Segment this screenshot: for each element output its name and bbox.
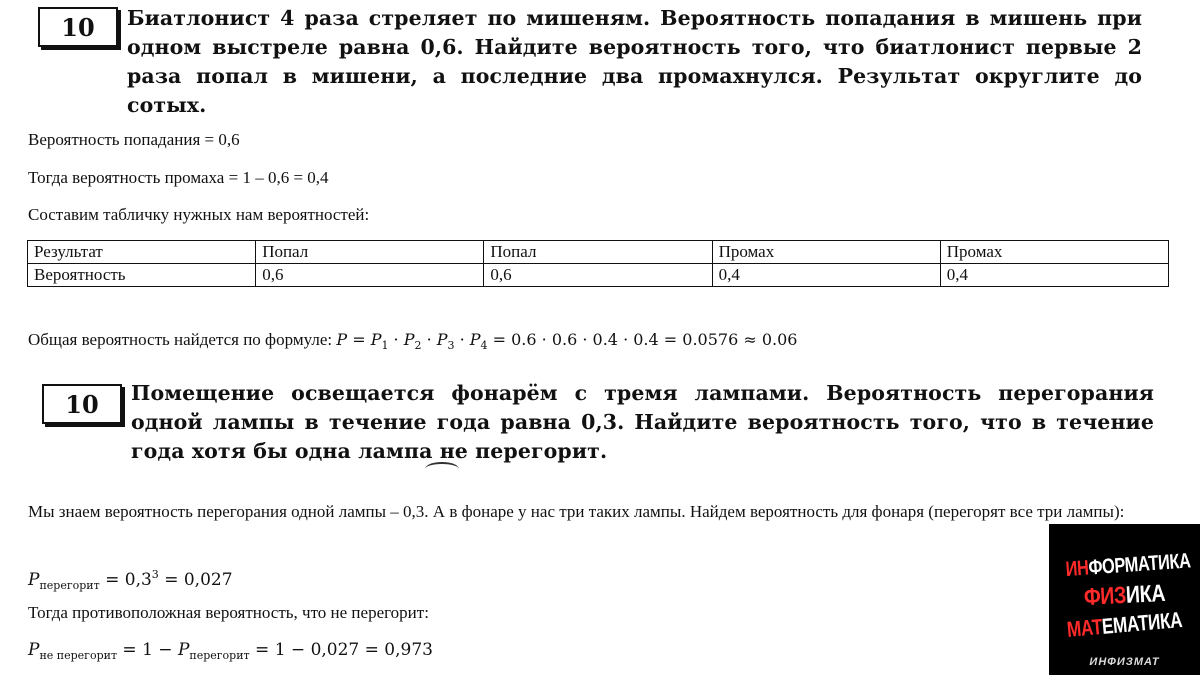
table-cell: Вероятность [28,264,256,287]
task1-text: Биатлонист 4 раза стреляет по мишеням. Вероятность попадания в мишень при одном выстреле равна 0,6. Найдите вероятность того, что биатлонист первые 2 раза попал в мишени, а последние два промахнулся. Результат округлите до сотых. [127,6,1142,117]
total-probability-formula [28,330,797,356]
infizmat-logo [1049,524,1200,675]
burnout-formula: $P_{перегорит} = 0,3^3 = 0,027$ [28,568,233,592]
hit-probability-line: Вероятность попадания = 0,6 [28,130,240,149]
table-row [28,241,1169,264]
task-number-badge: 10 [42,384,122,424]
probability-table [27,240,1169,287]
table-cell: 0,6 [484,264,712,287]
pencil-mark [425,462,459,476]
table-cell: 0,4 [940,264,1168,287]
miss-probability-line: Тогда вероятность промаха = 1 – 0,6 = 0,4 [28,168,329,187]
formula-intro: Общая вероятность найдется по формуле: [28,330,337,349]
task2-text: Помещение освещается фонарём с тремя лампами. Вероятность перегорания одной лампы в течение года равна 0,3. Найдите вероятность того, что в течение года хотя бы одна лампа не перегорит. [131,381,1154,463]
table-cell: Результат [28,241,256,264]
logo-line-matematika: МАТЕМАТИКА [1065,607,1184,642]
logo-line-fizika: ФИЗИКА [1083,579,1166,612]
table-intro-line: Составим табличку нужных нам вероятностей: [28,205,370,224]
logo-line-informatika: ИНФОРМАТИКА [1064,549,1192,582]
task-number-badge: 10 [38,7,118,47]
table-cell: 0,6 [256,264,484,287]
table-cell: Промах [940,241,1168,264]
table-row [28,264,1169,287]
logo-brand-name: ИНФИЗМАТ [1089,656,1160,668]
lamp-intro-paragraph: Мы знаем вероятность перегорания одной лампы – 0,3. А в фонаре у нас три таких лампы. Найдем вероятность для фонаря (перегорят все три лампы): [28,502,1125,521]
table-cell: Промах [712,241,940,264]
not-burnout-formula: $P_{не перегорит} = 1 - P_{перегорит} = 1 - 0,027 = 0,973$ [28,640,433,662]
table-cell: 0,4 [712,264,940,287]
table-cell: Попал [256,241,484,264]
formula-math: $P = P_1 \cdot P_2 \cdot P_3 \cdot P_4 = 0.6 \cdot 0.6 \cdot 0.4 \cdot 0.4 = 0.0576 \approx 0.06$ [336,330,798,352]
opposite-probability-line: Тогда противоположная вероятность, что не перегорит: [28,603,429,622]
table-cell: Попал [484,241,712,264]
